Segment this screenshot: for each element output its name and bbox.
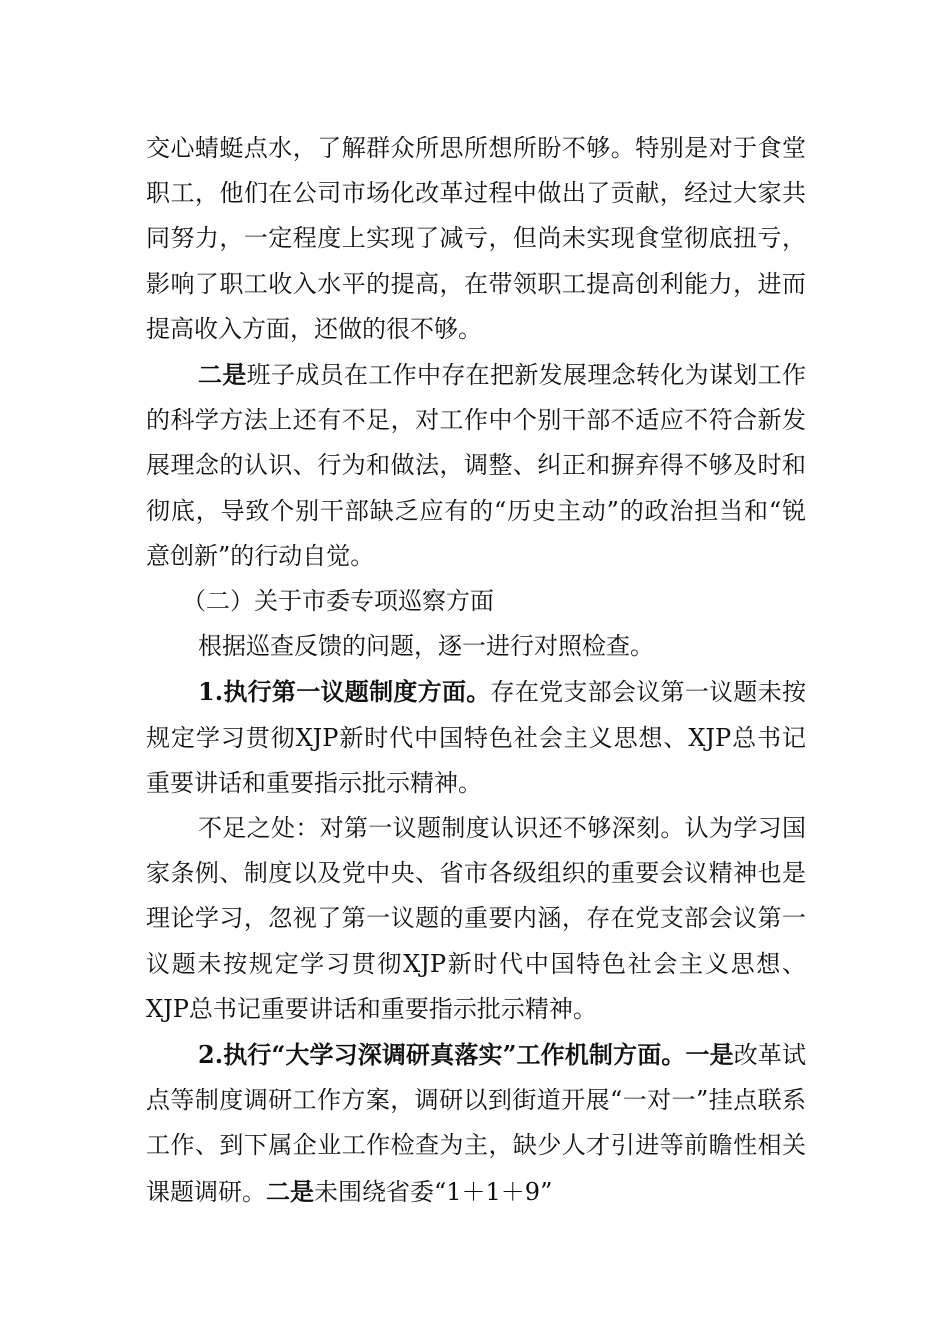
text-run: 交心蜻蜓点水，了解群众所思所想所盼不够。特别是对于食堂职工，他们在公司市场化改革过程中做出了贡献，经过大家共同努力，一定程度上实现了减亏，但尚未实现食堂彻底扭亏，影响了职工收入水平的提高，在带领职工提高创利能力，进而提高收入方面，还做的很不够。 [146, 134, 806, 343]
text-run-bold: 1.执行第一议题制度方面。 [198, 677, 491, 707]
text-run: 根据巡查反馈的问题，逐一进行对照检查。 [198, 632, 654, 661]
paragraph-4 [146, 624, 806, 669]
text-run: 班子成员在工作中存在把新发展理念转化为谋划工作的科学方法上还有不足，对工作中个别干部不适应不符合新发展理念的认识、行为和做法，调整、纠正和摒弃得不够及时和彻底，导致个别干部缺乏应有的“历史主动”的政治担当和“锐意创新”的行动自觉。 [146, 361, 807, 570]
paragraph-1 [146, 126, 806, 352]
text-run: 改革试点等制度调研工作方案，调研以到街道开展“一对一”挂点联系工作、到下属企业工作检查为主，缺少人才引进等前瞻性相关课题调研。 [146, 1041, 807, 1206]
text-run: （二）关于市委专项巡察方面 [182, 587, 494, 616]
paragraph-6 [146, 806, 806, 1032]
text-run-bold: 二是 [198, 360, 247, 390]
paragraph-7 [146, 1032, 806, 1215]
text-run-bold: 二是 [266, 1176, 314, 1206]
paragraph-2 [146, 352, 806, 579]
document-body [146, 126, 806, 1215]
text-run: 存在党支部会议第一议题未按规定学习贯彻XJP新时代中国特色社会主义思想、XJP总书记重要讲话和重要指示批示精神。 [146, 678, 806, 797]
text-run: 未围绕省委“1＋1＋9” [314, 1177, 553, 1206]
text-run: 不足之处：对第一议题制度认识还不够深刻。认为学习国家条例、制度以及党中央、省市各级组织的重要会议精神也是理论学习，忽视了第一议题的重要内涵，存在党支部会议第一议题未按规定学习贯彻XJP新时代中国特色社会主义思想、XJP总书记重要讲话和重要指示批示精神。 [146, 814, 806, 1023]
text-run-bold: 2.执行“大学习深调研真落实”工作机制方面。一是 [198, 1040, 734, 1070]
section-heading [146, 579, 806, 624]
paragraph-5 [146, 669, 806, 806]
